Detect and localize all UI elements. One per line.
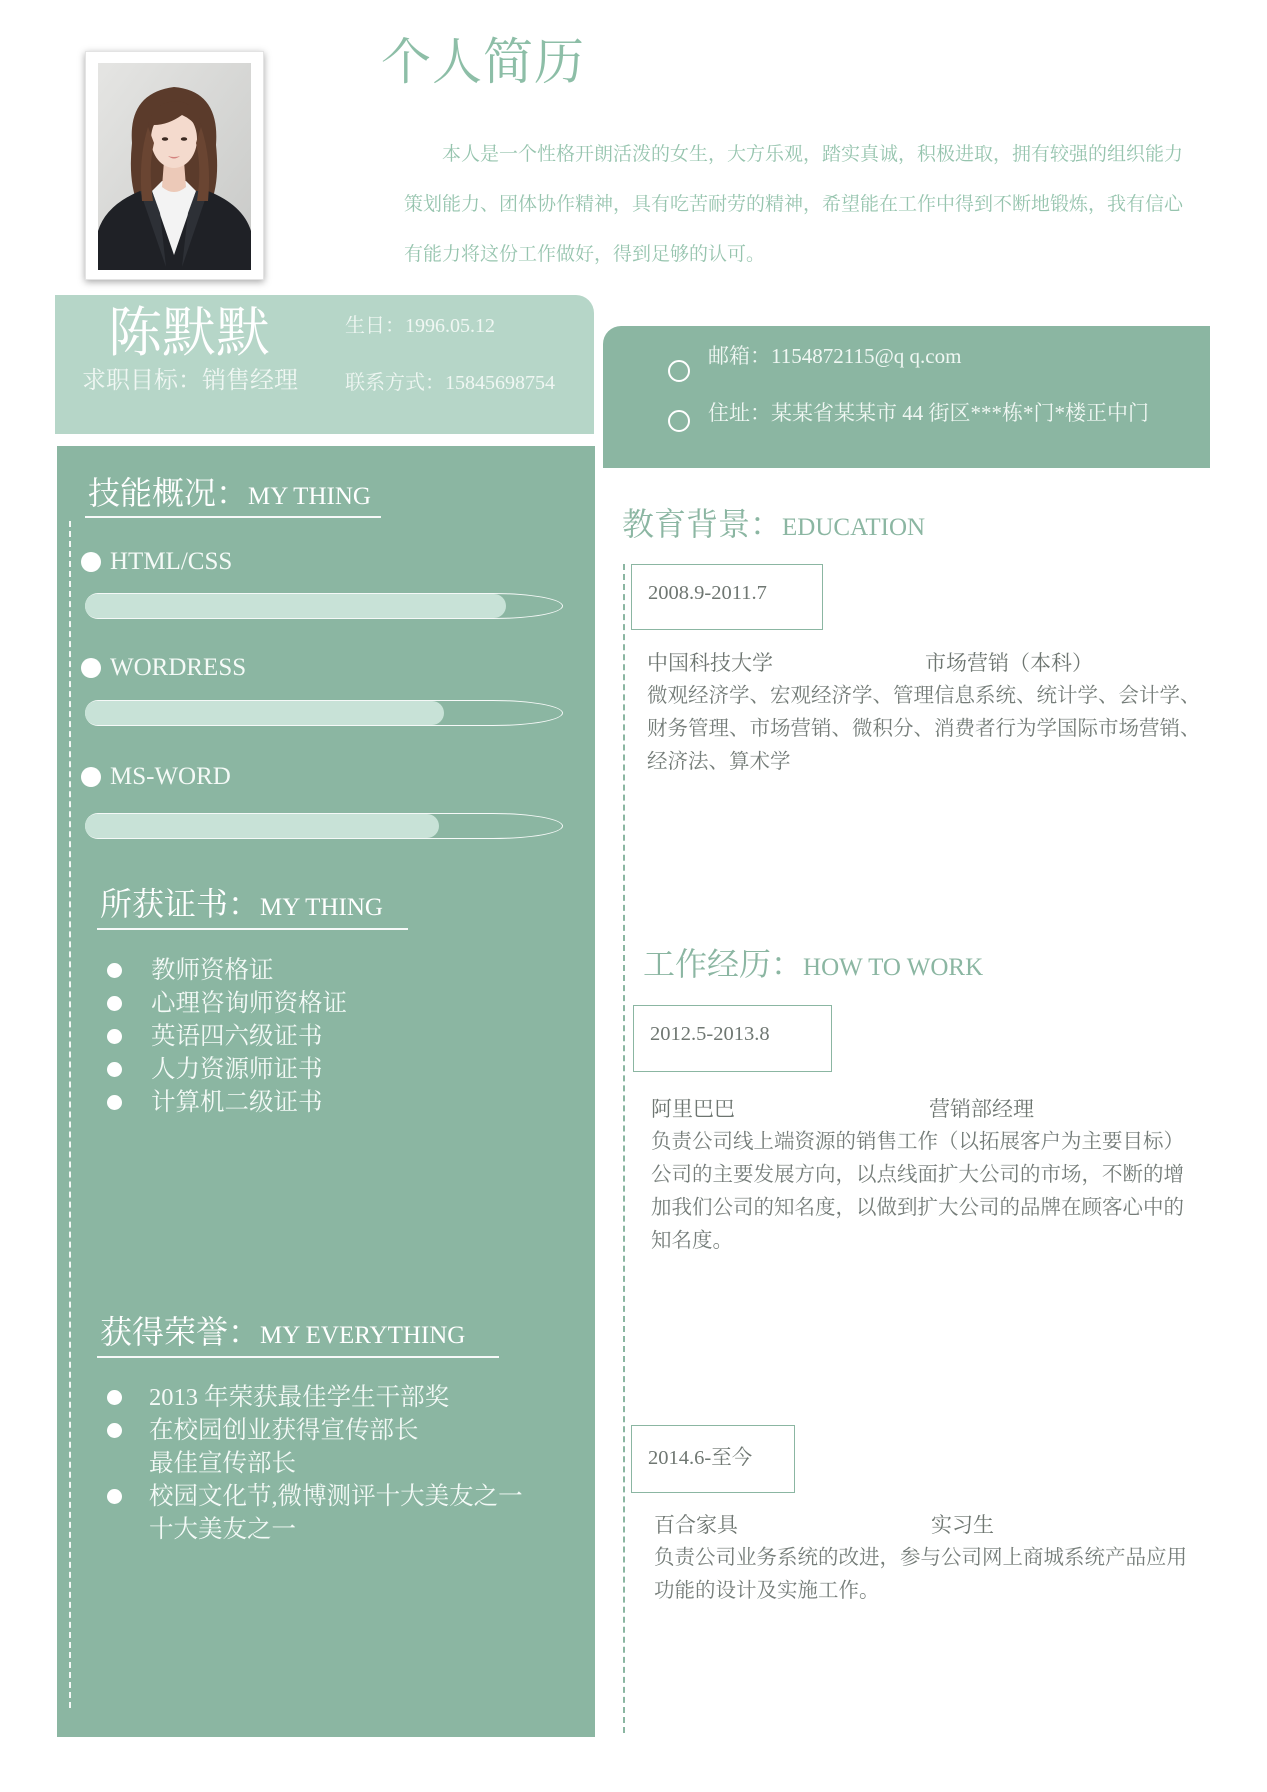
eye-right: [181, 137, 187, 141]
right-column: [603, 470, 1210, 1737]
job-details: 负责公司业务系统的改进，参与公司网上商城系统产品应用功能的设计及实施工作。: [654, 1547, 1187, 1602]
education-heading: [622, 501, 925, 547]
list-item: [107, 1053, 347, 1086]
list-item: [107, 1020, 347, 1053]
certificate-text: 英语四六级证书: [151, 1023, 323, 1050]
honor-text: 2013 年荣获最佳学生干部奖: [149, 1384, 450, 1411]
certificates-heading-en: MY THING: [260, 894, 383, 921]
bullet-dot: [107, 1029, 122, 1044]
period-box: 2012.5-2013.8: [633, 1005, 832, 1072]
honors-heading-en: MY EVERYTHING: [260, 1322, 466, 1349]
work-heading-cn: 工作经历：: [643, 945, 804, 983]
job-role: 实习生: [931, 1513, 994, 1537]
honor-text: 十大美友之一: [149, 1516, 296, 1543]
skill-name: MS-WORD: [110, 763, 231, 790]
list-item: [107, 1414, 523, 1480]
list-item: [107, 954, 347, 987]
profile-photo: [98, 63, 251, 270]
skills-heading-cn: 技能概况：: [88, 474, 249, 512]
progress-fill: [85, 594, 506, 618]
progress-fill: [85, 814, 439, 838]
bullet-dot: [107, 1423, 122, 1438]
major: 市场营销（本科）: [925, 651, 1093, 675]
certificate-text: 教师资格证: [151, 957, 274, 984]
birthday: 生日：1996.05.12: [345, 315, 495, 337]
candidate-name: 陈默默: [108, 301, 270, 364]
skill-progress-bar: [85, 700, 563, 726]
certificates-heading-cn: 所获证书：: [100, 885, 261, 923]
honor-text: 在校园创业获得宣传部长: [149, 1417, 419, 1444]
course-details: 微观经济学、宏观经济学、管理信息系统、统计学、会计学、财务管理、市场营销、微积分、消费者行为学国际市场营销、经济法、算术学: [647, 685, 1201, 773]
eye-left: [162, 137, 168, 141]
company-name: 百合家具: [654, 1513, 738, 1537]
bullet-dot: [107, 1390, 122, 1405]
skill-bullet: [81, 552, 101, 572]
bullet-dot: [107, 1062, 122, 1077]
list-item: [107, 1086, 347, 1119]
list-item: [107, 1480, 523, 1546]
school-name: 中国科技大学: [647, 651, 773, 675]
bullet-dot: [107, 1489, 122, 1504]
address: 住址：某某省某某市 44 街区***栋*门*楼正中门: [708, 401, 1149, 425]
progress-fill: [85, 701, 444, 725]
left-panel: [57, 446, 595, 1737]
self-introduction: 本人是一个性格开朗活泼的女生，大方乐观，踏实真诚，积极进取，拥有较强的组织能力策划能力、团体协作精神，具有吃苦耐劳的精神，希望能在工作中得到不断地锻炼，我有信心有能力将这份工作做好，得到足够的认可。: [404, 144, 1184, 265]
skill-progress-bar: [85, 813, 563, 839]
job-details: 负责公司线上端资源的销售工作（以拓展客户为主要目标）公司的主要发展方向，以点线面扩大公司的市场，不断的增加我们公司的知名度，以做到扩大公司的品牌在顾客心中的知名度。: [651, 1131, 1184, 1252]
email: 邮箱：1154872115@q q.com: [708, 344, 962, 368]
skill-bullet: [81, 767, 101, 787]
name-block: [55, 295, 594, 434]
list-item: [107, 1381, 523, 1414]
period-box: 2014.6-至今: [631, 1425, 795, 1493]
profile-photo-frame: [85, 51, 264, 280]
honor-text: 最佳宣传部长: [149, 1450, 296, 1477]
skill-name: HTML/CSS: [110, 548, 233, 575]
honor-list: [107, 1381, 523, 1546]
education-heading-cn: 教育背景：: [622, 505, 783, 543]
dashed-divider: [623, 564, 625, 1733]
skill-bullet: [81, 658, 101, 678]
work-heading: [643, 941, 983, 987]
list-item: [107, 987, 347, 1020]
skill-name: WORDRESS: [110, 654, 247, 681]
certificate-text: 人力资源师证书: [151, 1056, 323, 1083]
contact-block: [603, 326, 1210, 468]
honor-text: 校园文化节,微博测评十大美友之一: [149, 1483, 523, 1510]
bullet-dot: [107, 996, 122, 1011]
work-heading-en: HOW TO WORK: [803, 954, 984, 981]
page-title: 个人简历: [381, 33, 585, 91]
bullet-dot: [107, 963, 122, 978]
certificate-text: 计算机二级证书: [151, 1089, 323, 1116]
job-objective: 求职目标：销售经理: [82, 368, 298, 394]
honors-heading: [97, 1308, 499, 1358]
address-circle-icon: [668, 410, 690, 432]
period-box: 2008.9-2011.7: [631, 564, 823, 630]
company-name: 阿里巴巴: [651, 1097, 735, 1121]
certificate-text: 心理咨询师资格证: [151, 990, 347, 1017]
education-heading-en: EDUCATION: [782, 514, 926, 541]
certificate-list: [107, 954, 347, 1119]
skills-heading-en: MY THING: [248, 483, 371, 510]
skill-progress-bar: [85, 593, 563, 619]
bullet-dot: [107, 1095, 122, 1110]
skills-heading: [85, 470, 381, 518]
certificates-heading: [97, 880, 408, 930]
email-circle-icon: [668, 360, 690, 382]
phone: 联系方式：15845698754: [345, 372, 555, 394]
job-role: 营销部经理: [929, 1097, 1034, 1121]
dashed-divider: [69, 521, 71, 1708]
honors-heading-cn: 获得荣誉：: [100, 1313, 261, 1351]
